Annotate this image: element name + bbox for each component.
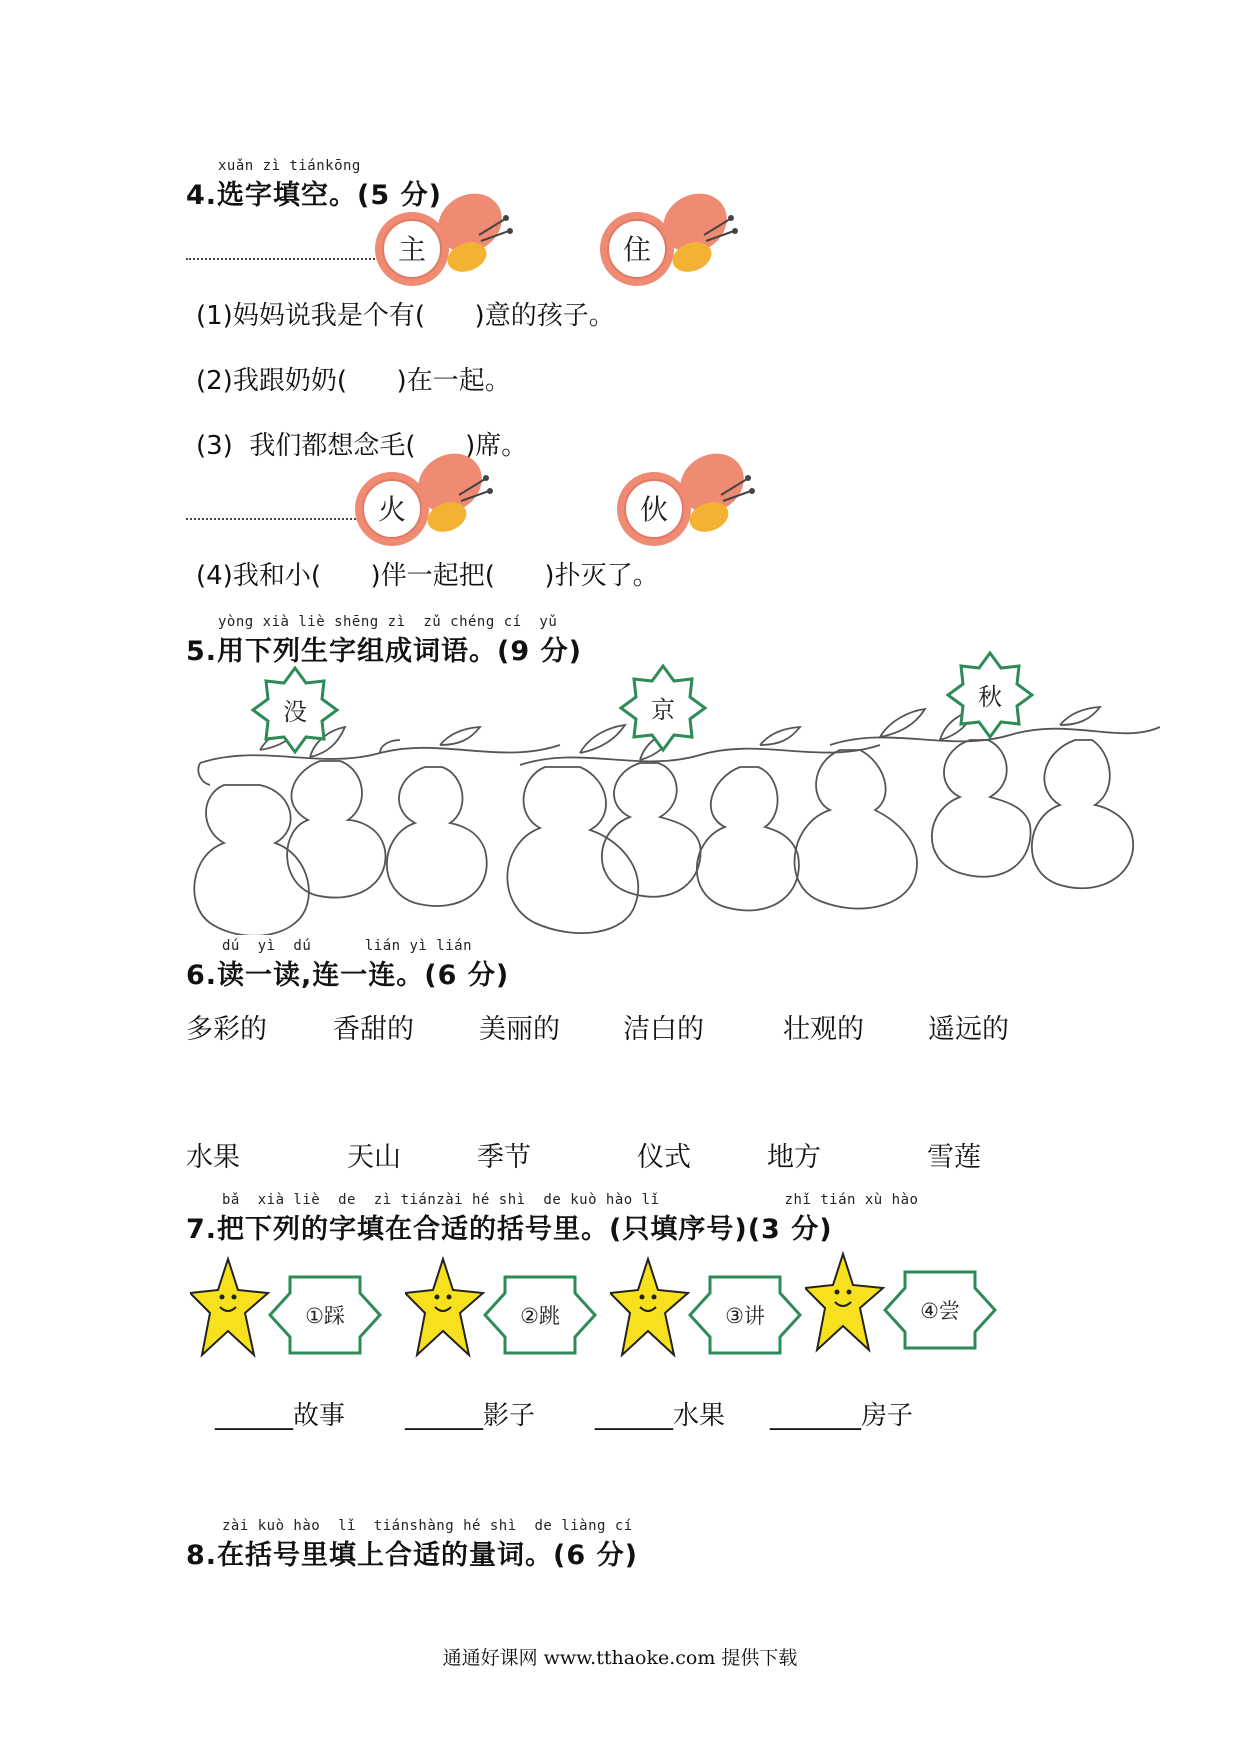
q6-bottom-word: 仪式 (637, 1142, 691, 1173)
char-badge (945, 650, 1035, 740)
q6-bottom-word: 季节 (477, 1142, 531, 1173)
q6-top-word: 香甜的 (333, 1014, 414, 1045)
q7-blank: ______水果 (595, 1401, 726, 1431)
q6-bottom-word: 水果 (186, 1142, 240, 1173)
q6-bottom-word: 雪莲 (927, 1142, 981, 1173)
butterfly-icon (375, 185, 525, 290)
q6-top-word: 壮观的 (783, 1014, 864, 1045)
q6-bottom-word: 天山 (347, 1142, 401, 1173)
char-badge (618, 663, 708, 753)
q5-char: 秋 (978, 683, 1002, 711)
q6-bottom-word: 地方 (767, 1142, 821, 1173)
q5-pinyin: yòng xià liè shēng zì zǔ chéng cí yǔ (218, 614, 558, 630)
butterfly-char: 住 (622, 233, 652, 266)
q7-option: ①踩 (305, 1304, 345, 1328)
q4-title: 4.选字填空。(5 分) (186, 180, 442, 211)
q6-top-word: 遥远的 (928, 1014, 1009, 1045)
q4-line-4: (4)我和小( )伴一起把( )扑灭了。 (196, 561, 659, 591)
q7-option: ③讲 (725, 1304, 765, 1328)
q5-char: 京 (651, 696, 675, 724)
star-icon (405, 1259, 483, 1355)
q4-line-2: (2)我跟奶奶( )在一起。 (196, 366, 511, 396)
q7-blank: ______影子 (405, 1401, 536, 1431)
star-icon (190, 1259, 268, 1355)
butterfly-char: 伙 (639, 493, 669, 526)
butterfly-icon (600, 185, 750, 290)
footer-text: 通通好课网 www.tthaoke.com 提供下载 (442, 1647, 798, 1669)
butterfly-icon (355, 445, 505, 550)
butterfly-char: 火 (377, 493, 407, 526)
dotted-line (186, 258, 386, 260)
q4-line-1: (1)妈妈说我是个有( )意的孩子。 (196, 301, 615, 331)
char-badge (250, 665, 340, 755)
dotted-line (186, 518, 356, 520)
q6-top-word: 洁白的 (623, 1014, 704, 1045)
q8-pinyin: zài kuò hào lǐ tiánshàng hé shì de liàng cí (222, 1518, 633, 1534)
q7-option: ②跳 (520, 1304, 560, 1328)
star-option (190, 1255, 390, 1365)
star-icon (610, 1259, 688, 1355)
q6-pinyin: dú yì dú lián yì lián (222, 938, 473, 954)
q6-top-word: 美丽的 (479, 1014, 560, 1045)
star-option (405, 1255, 605, 1365)
q7-blank: ______故事 (215, 1401, 346, 1431)
q7-pinyin: bǎ xià liè de zì tiánzài hé shì de kuò hào lǐ zhǐ tián xù hào (222, 1192, 919, 1208)
q6-top-word: 多彩的 (186, 1014, 267, 1045)
q5-title: 5.用下列生字组成词语。(9 分) (186, 636, 582, 667)
q7-title: 7.把下列的字填在合适的括号里。(只填序号)(3 分) (186, 1214, 833, 1245)
butterfly-char: 主 (397, 233, 427, 266)
q5-char: 没 (283, 698, 307, 726)
butterfly-icon (617, 445, 767, 550)
q4-line-3: (3) 我们都想念毛( )席。 (196, 431, 528, 461)
q7-blank: _______房子 (770, 1401, 914, 1431)
q4-pinyin: xuǎn zì tiánkōng (218, 158, 361, 174)
q8-title: 8.在括号里填上合适的量词。(6 分) (186, 1540, 638, 1571)
q6-title: 6.读一读,连一连。(6 分) (186, 960, 510, 991)
q7-option: ④尝 (920, 1299, 960, 1323)
star-option (805, 1250, 1005, 1360)
star-option (610, 1255, 810, 1365)
star-icon (805, 1254, 883, 1350)
